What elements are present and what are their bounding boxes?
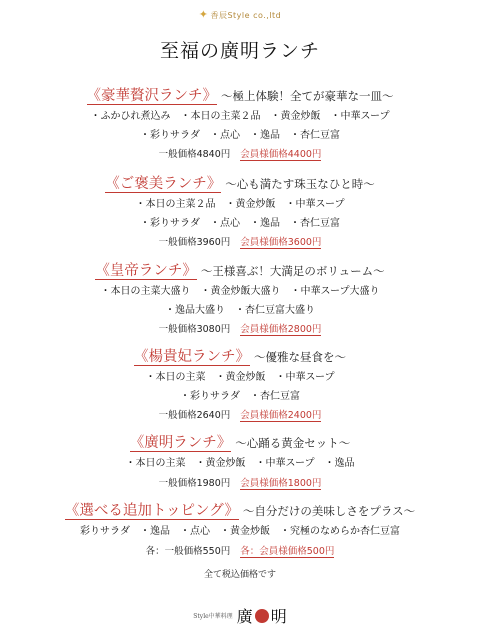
price-row bbox=[0, 407, 480, 424]
section-name: 《ご褒美ランチ》 bbox=[105, 176, 222, 192]
item-line: ・本日の主菜２品 ・黄金炒飯 ・中華スープ bbox=[135, 199, 345, 210]
section-header bbox=[0, 345, 480, 366]
item-line: ・本日の主菜 ・黄金炒飯 ・中華スープ bbox=[145, 372, 335, 383]
item-line: ・逸品大盛り ・杏仁豆富大盛り bbox=[165, 304, 315, 316]
section-name: 《楊貴妃ランチ》 bbox=[134, 349, 250, 365]
tax-note: 全て税込価格です bbox=[203, 570, 276, 580]
section-header bbox=[0, 431, 480, 452]
section-tagline: ～王様喜ぶ！大満足のボリューム～ bbox=[200, 264, 385, 278]
restaurant-logo bbox=[0, 604, 480, 627]
menu-section-gouka bbox=[0, 84, 480, 163]
section-tagline: ～優雅な昼食を～ bbox=[254, 350, 346, 364]
item-line: ・彩りサラダ ・杏仁豆富 bbox=[180, 390, 300, 402]
restaurant-logo-subtitle: Style中華料理 bbox=[193, 613, 233, 620]
section-tagline: ～極上体験！全てが豪華な一皿～ bbox=[221, 89, 394, 103]
item-line: ・本日の主菜 ・黄金炒飯 ・中華スープ ・逸品 bbox=[125, 458, 355, 469]
price-regular: 一般価格1980円 bbox=[158, 477, 231, 489]
brand-logo-text: 香辰Style co.,ltd bbox=[210, 11, 282, 20]
star-icon: ✦ bbox=[198, 8, 209, 21]
price-regular: 一般価格3080円 bbox=[158, 324, 231, 335]
price-member: 各：会員様価格500円 bbox=[240, 545, 335, 557]
section-tagline: ～自分だけの美味しさをプラス～ bbox=[242, 504, 416, 518]
page-title: 至福の廣明ランチ bbox=[159, 40, 320, 62]
price-member: 会員様価格2800円 bbox=[240, 324, 322, 335]
section-name: 《選べる追加トッピング》 bbox=[64, 503, 239, 519]
section-name: 《廣明ランチ》 bbox=[129, 435, 232, 451]
section-header bbox=[0, 259, 480, 280]
item-line: 彩りサラダ ・逸品 ・点心 ・黄金炒飯 ・究極のなめらか杏仁豆富 bbox=[80, 526, 400, 537]
section-name: 《皇帝ランチ》 bbox=[95, 263, 197, 279]
price-row bbox=[0, 146, 480, 163]
menu-section-koutei bbox=[0, 259, 480, 338]
price-row bbox=[0, 543, 480, 560]
item-line: ・ふかひれ煮込み ・本日の主菜２品 ・黄金炒飯 ・中華スープ bbox=[90, 111, 390, 122]
section-name: 《豪華贅沢ランチ》 bbox=[86, 88, 217, 104]
restaurant-logo-char-2: 明 bbox=[270, 607, 287, 626]
price-row bbox=[0, 234, 480, 251]
section-header bbox=[0, 499, 480, 520]
price-row bbox=[0, 321, 480, 338]
price-regular: 一般価格3960円 bbox=[158, 237, 231, 248]
section-header bbox=[0, 172, 480, 193]
price-member: 会員様価格2400円 bbox=[240, 410, 322, 421]
price-member: 会員様価格4400円 bbox=[240, 149, 322, 160]
price-regular: 各：一般価格550円 bbox=[145, 545, 231, 557]
section-tagline: ～心踊る黄金セット～ bbox=[235, 436, 351, 450]
price-regular: 一般価格4840円 bbox=[158, 149, 231, 160]
section-header bbox=[0, 84, 480, 105]
item-line: ・彩りサラダ ・点心 ・逸品 ・杏仁豆富 bbox=[140, 129, 340, 141]
item-line: ・彩りサラダ ・点心 ・逸品 ・杏仁豆富 bbox=[140, 217, 340, 229]
price-row bbox=[0, 475, 480, 492]
menu-section-gohoubi bbox=[0, 172, 480, 251]
menu-section-koumei bbox=[0, 431, 480, 492]
restaurant-logo-char-1: 廣 bbox=[236, 607, 253, 626]
price-regular: 一般価格2640円 bbox=[158, 410, 231, 421]
brand-logo bbox=[0, 8, 480, 21]
menu-section-youkihi bbox=[0, 345, 480, 424]
item-line: ・本日の主菜大盛り ・黄金炒飯大盛り ・中華スープ大盛り bbox=[100, 286, 380, 297]
price-member: 会員様価格1800円 bbox=[240, 477, 322, 489]
section-tagline: ～心も満たす珠玉なひと時～ bbox=[225, 177, 375, 191]
seal-icon bbox=[255, 609, 269, 623]
price-member: 会員様価格3600円 bbox=[240, 237, 322, 248]
menu-section-topping bbox=[0, 499, 480, 560]
